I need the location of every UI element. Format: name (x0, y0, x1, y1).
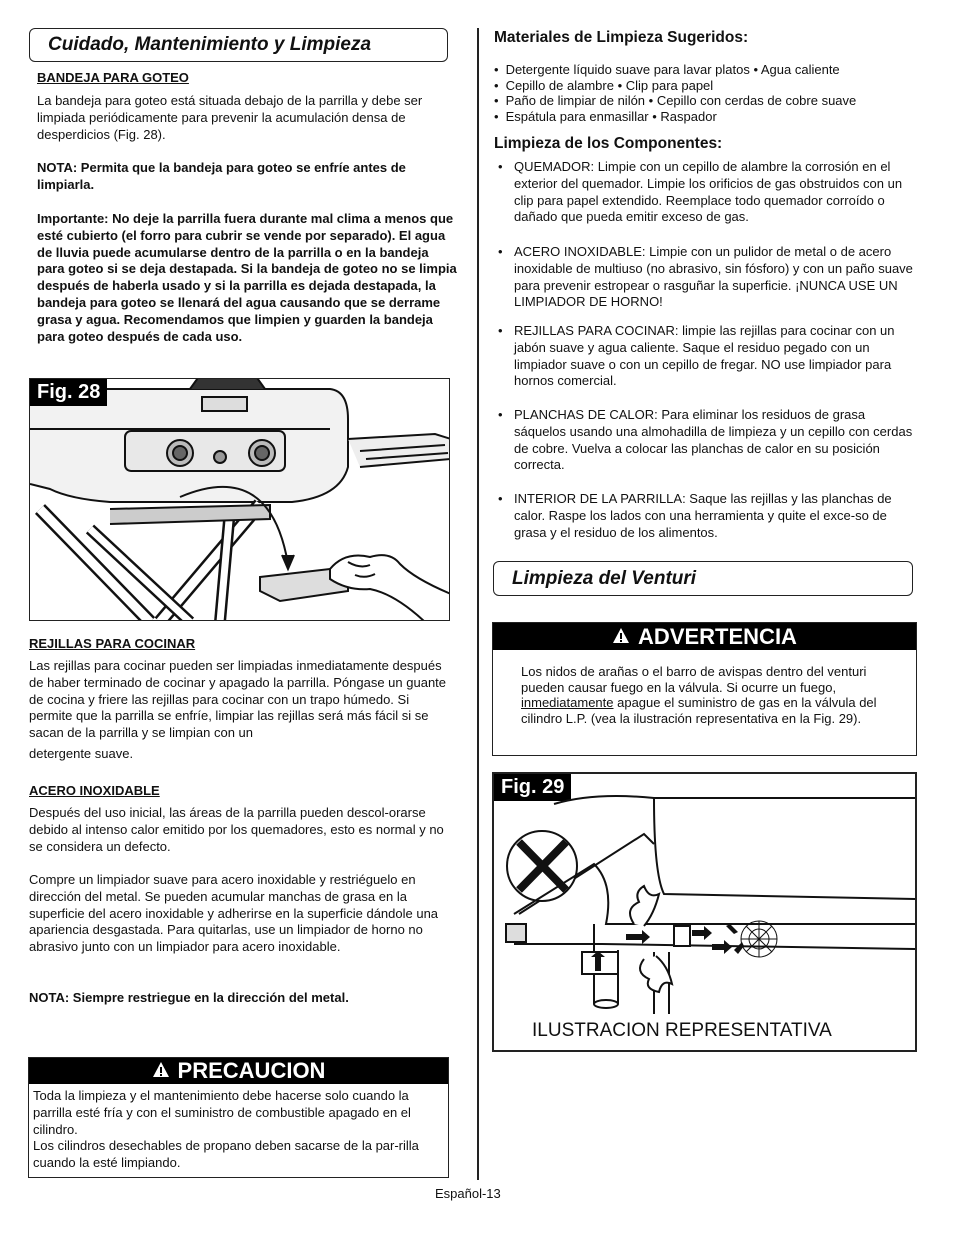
rejillas-paragraph: Las rejillas para cocinar pueden ser limpiadas inmediatamente después de haber terminado de cocinar y apagado la parrilla. Póngase un guante de cocina y friere las rejillas para cocinar con un trapo húmedo. Si permite que la parrilla se enfríe, limpiar las rejillas será más fácil si se sacan de la parrilla y se limpian con un (29, 658, 447, 741)
rejillas-paragraph-end: detergente suave. (29, 746, 134, 761)
advertencia-box (492, 622, 917, 756)
fig28-illustration (29, 378, 450, 621)
section-header-text: Limpieza del Venturi (512, 567, 697, 589)
componentes-item-text: ACERO INOXIDABLE: Limpie con un pulidor de metal o de acero inoxidable de multiuso (no abrasivo, sin fósforo) y con un paño suave para prevenir estropear o rasguñar la superficie. ¡NUNCA USE UN LIMPIADOR DE HORNO! (514, 244, 913, 310)
materiales-item: • Cepillo de alambre • Clip para papel (494, 78, 914, 94)
fig29-label: Fig. 29 (494, 774, 571, 801)
fig29-caption: ILUSTRACION REPRESENTATIVA (532, 1020, 832, 1041)
materiales-item: • Paño de limpiar de nilón • Cepillo con cerdas de cobre suave (494, 93, 914, 109)
acero-paragraph-2: Compre un limpiador suave para acero inoxidable y restriéguelo en dirección del metal. Se pueden acumular manchas de grasa en la superficie del acero inoxidable y adherirse en la superficie dándole una apariencia desgastada. Para quitarlas, use un limpiador de horno no abrasivo junto con un limpiador para acero inoxidable. (29, 872, 439, 955)
componentes-item-text: PLANCHAS DE CALOR: Para eliminar los residuos de grasa sáquelos usando una almohadilla de limpieza y un cepillo con cerdas de cobre. Vuelva a colocar las planchas de calor en su posición correcta. (514, 407, 913, 473)
rejillas-title: REJILLAS PARA COCINAR (29, 636, 196, 651)
precaucion-box (28, 1057, 449, 1178)
section-header-cuidado (29, 28, 448, 62)
precaucion-paragraph-2: Los cilindros desechables de propano deben sacarse de la par-rilla cuando la esté limpiando. (33, 1138, 419, 1171)
materiales-item: • Espátula para enmasillar • Raspador (494, 109, 914, 125)
componentes-item: • PLANCHAS DE CALOR: Para eliminar los residuos de grasa sáquelos usando una almohadilla de limpieza y un cepillo con cerdas de cobre. Vuelva a colocar las planchas de calor en su posición correcta. (498, 407, 916, 474)
fig28-label: Fig. 28 (30, 379, 107, 406)
warning-triangle-icon (152, 1058, 170, 1084)
advertencia-text-a: Los nidos de arañas o el barro de avispas dentro del venturi pueden causar fuego en la válvula. Si ocurre un fuego, (521, 664, 867, 695)
warning-triangle-icon (612, 624, 630, 650)
section-header-venturi (493, 561, 913, 596)
advertencia-title: ADVERTENCIA (638, 623, 797, 649)
column-divider (477, 28, 479, 1180)
materiales-item: • Detergente líquido suave para lavar platos • Agua caliente (494, 62, 914, 78)
venturi-fire-drawing (494, 774, 915, 1050)
componentes-item: • INTERIOR DE LA PARRILLA: Saque las rejillas y las planchas de calor. Raspe los lados con una herramienta y quite el exce-so de grasa y el residuo de los alimentos. (498, 491, 916, 541)
componentes-item-text: INTERIOR DE LA PARRILLA: Saque las rejillas y las planchas de calor. Raspe los lados con una herramienta y quite el exce-so de grasa y el residuo de los alimentos. (514, 491, 892, 540)
advertencia-bar (493, 623, 916, 650)
precaucion-paragraph-1: Toda la limpieza y el mantenimiento debe hacerse solo cuando la parrilla esté fría y con el suministro de combustible apagado en el cilindro. (33, 1088, 411, 1137)
componentes-item: • ACERO INOXIDABLE: Limpie con un pulidor de metal o de acero inoxidable de multiuso (no abrasivo, sin fósforo) y con un paño suave para prevenir estropear o rasguñar la superficie. ¡NUNCA USE UN LIMPIADOR DE HORNO! (498, 244, 916, 311)
page-number: Español-13 (435, 1186, 501, 1201)
advertencia-text-b: apague el suministro de gas en la válvula del cilindro L.P. (vea la ilustración representativa en la Fig. 29). (521, 695, 877, 726)
acero-nota: NOTA: Siempre restriegue en la dirección del metal. (29, 990, 349, 1005)
materiales-list (494, 62, 914, 124)
componentes-item-text: REJILLAS PARA COCINAR: limpie las rejillas para cocinar con un jabón suave y agua caliente. Saque el residuo pegado con un limpiador suave o con un cepillo de fregar. NO use limpiador para hornos comercial. (514, 323, 895, 389)
bandeja-title: BANDEJA PARA GOTEO (37, 70, 189, 85)
bandeja-importante: Importante: No deje la parrilla fuera durante mal clima a menos que esté cubierto (el forro para cubrir se vende por separado). El agua de lluvia puede acumularse dentro de la parrilla o en la bandeja para goteo si se deja destapada. Si la bandeja de goteo no se limpia después de haberla usado y si la parrilla es dejada destapada, la bandeja para goteo se llenará del agua causando que se derrame grasa y agua. Recomendamos que limpien y guarden la bandeja para goteo después de cada uso. (37, 211, 457, 344)
materiales-title: Materiales de Limpieza Sugeridos: (494, 29, 749, 46)
advertencia-text-underlined: inmediatamente (521, 695, 614, 711)
precaucion-title: PRECAUCION (177, 1058, 326, 1083)
acero-title: ACERO INOXIDABLE (29, 783, 160, 798)
acero-paragraph-1: Después del uso inicial, las áreas de la parrilla pueden descol-orarse debido al intenso calor emitido por los quemadores, esto es normal y no se considera un defecto. (29, 805, 444, 854)
componentes-title: Limpieza de los Componentes: (494, 135, 723, 152)
bandeja-nota: NOTA: Permita que la bandeja para goteo se enfríe antes de limpiarla. (37, 160, 406, 192)
section-header-text: Cuidado, Mantenimiento y Limpieza (48, 34, 372, 55)
grill-drip-tray-drawing (30, 379, 450, 621)
componentes-item-text: QUEMADOR: Limpie con un cepillo de alambre la corrosión en el exterior del quemador. Limpie los orificios de gas obstruidos con un clip para papel extendido. Reemplace todo quemador corroído o dañado que pueda emitir exceso de gas. (514, 159, 903, 225)
bandeja-paragraph: La bandeja para goteo está situada debajo de la parrilla y debe ser limpiada periódicamente para prevenir la acumulación densa de desperdicios (Fig. 28). (37, 93, 423, 142)
advertencia-paragraph (521, 664, 896, 726)
precaucion-bar (29, 1058, 448, 1084)
componentes-item: • REJILLAS PARA COCINAR: limpie las rejillas para cocinar con un jabón suave y agua caliente. Saque el residuo pegado con un limpiador suave o con un cepillo de fregar. NO use limpiador para hornos comercial. (498, 323, 916, 390)
fig29-illustration (492, 772, 917, 1052)
componentes-item: • QUEMADOR: Limpie con un cepillo de alambre la corrosión en el exterior del quemador. Limpie los orificios de gas obstruidos con un clip para papel extendido. Reemplace todo quemador corroído o dañado que pueda emitir exceso de gas. (498, 159, 916, 226)
